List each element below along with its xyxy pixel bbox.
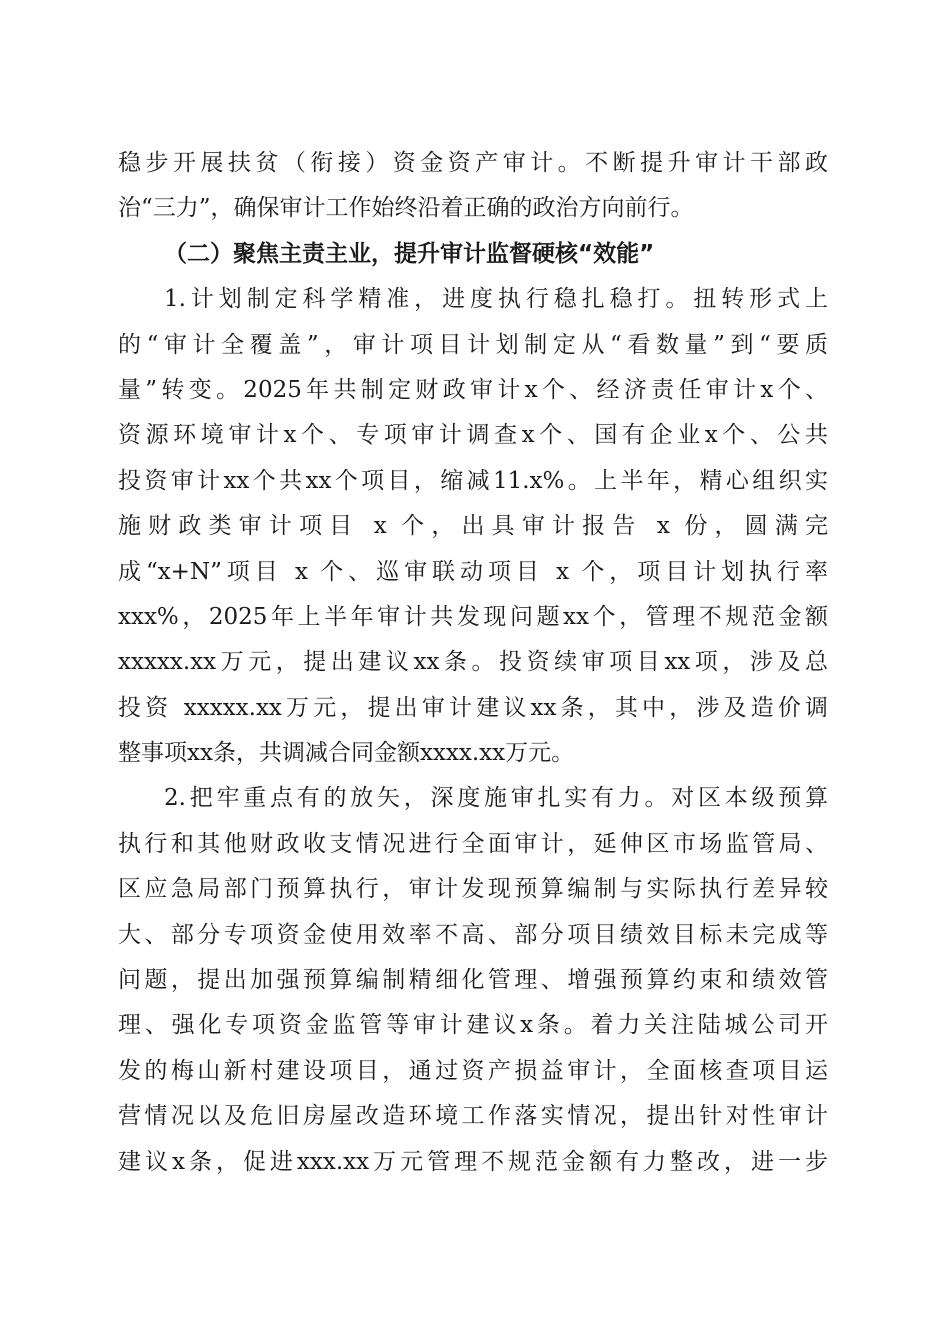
text-line: 2.把牢重点有的放矢，深度施审扎实有力。对区本级预算 [164, 785, 828, 812]
text-line: 1.计划制定科学精准，进度执行稳扎稳打。扭转形式上 [164, 286, 828, 313]
text-line: 整事项xx条，共调减合同金额xxxx.xx万元。 [118, 740, 575, 767]
text-line: 成“x+N”项目 x 个、巡审联动项目 x 个，项目计划执行率 [118, 558, 828, 585]
text-line: 大、部分专项资金使用效率不高、部分项目绩效目标未完成等 [118, 921, 828, 948]
text-line: 治“三力”，确保审计工作始终沿着正确的政治方向前行。 [118, 195, 694, 222]
text-line: 营情况以及危旧房屋改造环境工作落实情况，提出针对性审计 [118, 1103, 828, 1130]
text-line: 施财政类审计项目 x 个，出具审计报告 x 份，圆满完 [118, 513, 828, 540]
text-line: 量”转变。2025年共制定财政审计x个、经济责任审计x个、 [118, 376, 828, 403]
text-line: 资源环境审计x个、专项审计调查x个、国有企业x个、公共 [118, 422, 828, 449]
text-line: xxxxx.xx万元，提出建议xx条。投资续审项目xx项，涉及总 [118, 649, 828, 676]
text-line: 的“审计全覆盖”，审计项目计划制定从“看数量”到“要质 [118, 331, 828, 358]
text-line: 稳步开展扶贫（衔接）资金资产审计。不断提升审计干部政 [118, 150, 828, 176]
text-line: 投资 xxxxx.xx万元，提出审计建议xx条，其中，涉及造价调 [118, 694, 828, 721]
text-line: 投资审计xx个共xx个项目，缩减11.x%。上半年，精心组织实 [118, 467, 828, 494]
text-line: 问题，提出加强预算编制精细化管理、增强预算约束和绩效管 [118, 967, 828, 994]
text-line: 区应急局部门预算执行，审计发现预算编制与实际执行差异较 [118, 876, 828, 903]
text-line: xxx%，2025年上半年审计共发现问题xx个，管理不规范金额 [118, 603, 828, 630]
document-body [118, 141, 828, 1185]
text-line: 建议x条，促进xxx.xx万元管理不规范金额有力整改，进一步 [118, 1148, 828, 1175]
text-line: 执行和其他财政收支情况进行全面审计，延伸区市场监管局、 [118, 830, 828, 857]
text-line: 发的梅山新村建设项目，通过资产损益审计，全面核查项目运 [118, 1057, 828, 1084]
text-line: 理、强化专项资金监管等审计建议x条。着力关注陆城公司开 [118, 1012, 828, 1039]
section-heading: （二）聚焦主责主业，提升审计监督硬核“效能” [164, 240, 655, 267]
